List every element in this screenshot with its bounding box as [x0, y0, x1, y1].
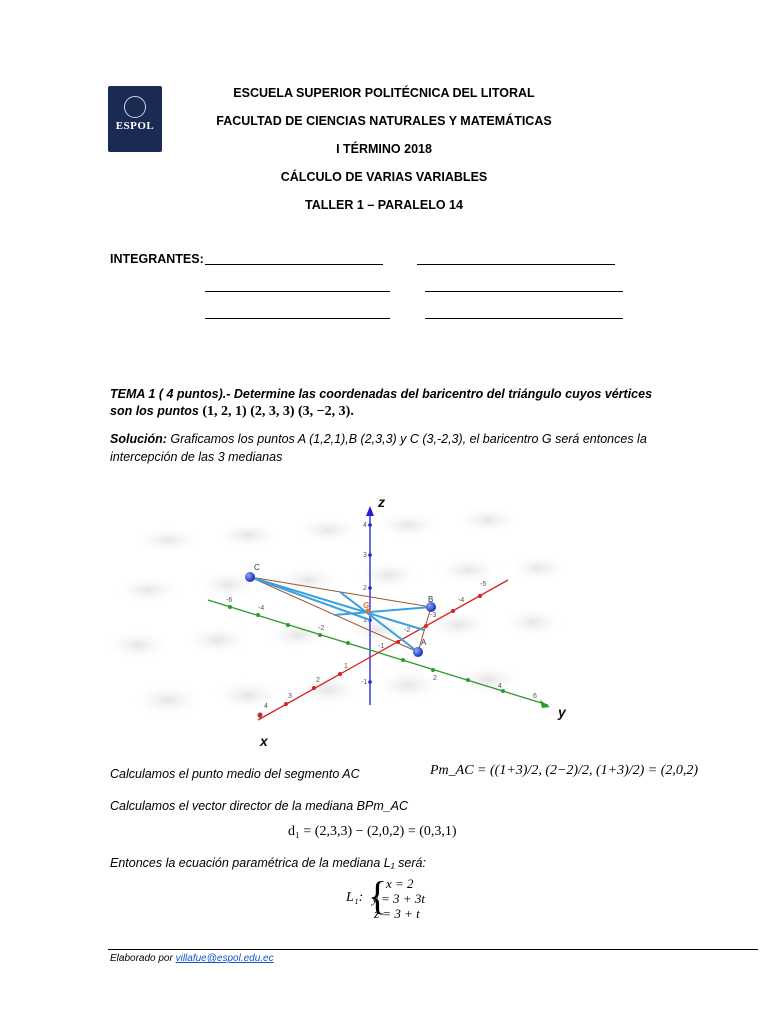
header-line-4: CÁLCULO DE VARIAS VARIABLES: [280, 170, 488, 184]
solucion-text1: Graficamos los puntos A (1,2,1),B (2,3,3) y C (3,-2,3), el baricentro G será entonces la: [166, 432, 647, 446]
y-tick-label: 4: [498, 683, 502, 690]
solucion-line2: intercepción de las 3 medianas: [110, 450, 283, 464]
label-g: G: [363, 601, 370, 610]
y-tick-label: -4: [258, 605, 265, 612]
vertex-a: [413, 647, 423, 657]
step3-formula: d₁ = (2,3,3) − (2,0,2) = (0,3,1): [288, 824, 457, 839]
vertex-c: [245, 572, 255, 582]
z-tick-label: -1: [361, 679, 368, 686]
z-tick-label: 2: [363, 585, 367, 592]
x-tick-label: -4: [458, 597, 465, 604]
name-line[interactable]: [425, 318, 623, 319]
axis-label-x: x: [260, 733, 268, 748]
step1-formula: Pm_AC = ((1+3)/2, (2−2)/2, (1+3)/2) = (2,0,2): [430, 763, 699, 778]
y-arrow-icon: [540, 700, 550, 708]
solucion-label: Solución:: [110, 432, 167, 446]
y-tick-label: 6: [533, 693, 537, 700]
label-c: C: [254, 563, 260, 572]
name-line[interactable]: [205, 291, 390, 292]
param-line-z: z = 3 + t: [374, 906, 420, 921]
param-line-x: x = 2: [386, 876, 414, 891]
param-name: L₁:: [346, 890, 364, 905]
name-line[interactable]: [425, 291, 623, 292]
z-arrow-icon: [366, 506, 374, 516]
x-tick-label: -3: [430, 612, 437, 619]
step2-text: Calculamos el vector director de la mediana BPm_AC: [110, 799, 409, 813]
y-tick-label: 2: [433, 675, 437, 682]
x-tick-label: 4: [264, 703, 268, 710]
label-a: A: [421, 638, 427, 647]
x-tick-label: 3: [288, 693, 292, 700]
name-line[interactable]: [205, 264, 383, 265]
solucion-line1: [110, 432, 647, 446]
z-tick-label: 4: [363, 522, 367, 529]
header-line-3: I TÉRMINO 2018: [336, 142, 432, 156]
name-line[interactable]: [205, 318, 390, 319]
axis-label-y: y: [558, 704, 566, 720]
footer-prefix: Elaborado por: [110, 953, 176, 964]
param-line-y: y = 3 + 3t: [372, 891, 425, 906]
y-tick-label: -2: [318, 625, 325, 632]
header-line-5: TALLER 1 – PARALELO 14: [305, 198, 463, 212]
step4-text: Entonces la ecuación paramétrica de la mediana L₁ será:: [110, 856, 426, 870]
z-tick-label: 3: [363, 552, 367, 559]
x-tick-label: -1: [378, 643, 385, 650]
x-tick-label: 1: [344, 663, 348, 670]
tema-line2: [110, 404, 354, 420]
y-tick-label: -6: [226, 597, 233, 604]
name-line[interactable]: [417, 264, 615, 265]
x-tick-label: -2: [404, 627, 411, 634]
label-b: B: [428, 595, 434, 604]
z-tick-label: 1: [363, 617, 367, 624]
axis-label-z: z: [378, 494, 385, 510]
triangle-3d-figure: [108, 480, 570, 748]
tema-title: TEMA 1 ( 4 puntos).- Determine las coordenadas del baricentro del triángulo cuyos vértices: [110, 387, 653, 401]
header-line-1: ESCUELA SUPERIOR POLITÉCNICA DEL LITORAL: [233, 86, 535, 100]
tema-points: (1, 2, 1) (2, 3, 3) (3, −2, 3).: [202, 404, 354, 419]
tema-line2-text: son los puntos: [110, 404, 199, 418]
header-line-2: FACULTAD DE CIENCIAS NATURALES Y MATEMÁTICAS: [216, 114, 552, 128]
logo-text: ESPOL: [115, 120, 155, 132]
footer-rule: [108, 949, 758, 950]
integrantes-label: INTEGRANTES:: [110, 252, 204, 266]
footer-email-link[interactable]: villafue@espol.edu.ec: [175, 953, 274, 964]
x-tick-label: -5: [480, 581, 487, 588]
step1-text: Calculamos el punto medio del segmento AC: [110, 767, 360, 781]
x-tick-label: 5: [258, 713, 262, 720]
x-tick-label: 2: [316, 677, 320, 684]
brace-icon: {: [368, 873, 388, 918]
footer: [110, 953, 274, 964]
